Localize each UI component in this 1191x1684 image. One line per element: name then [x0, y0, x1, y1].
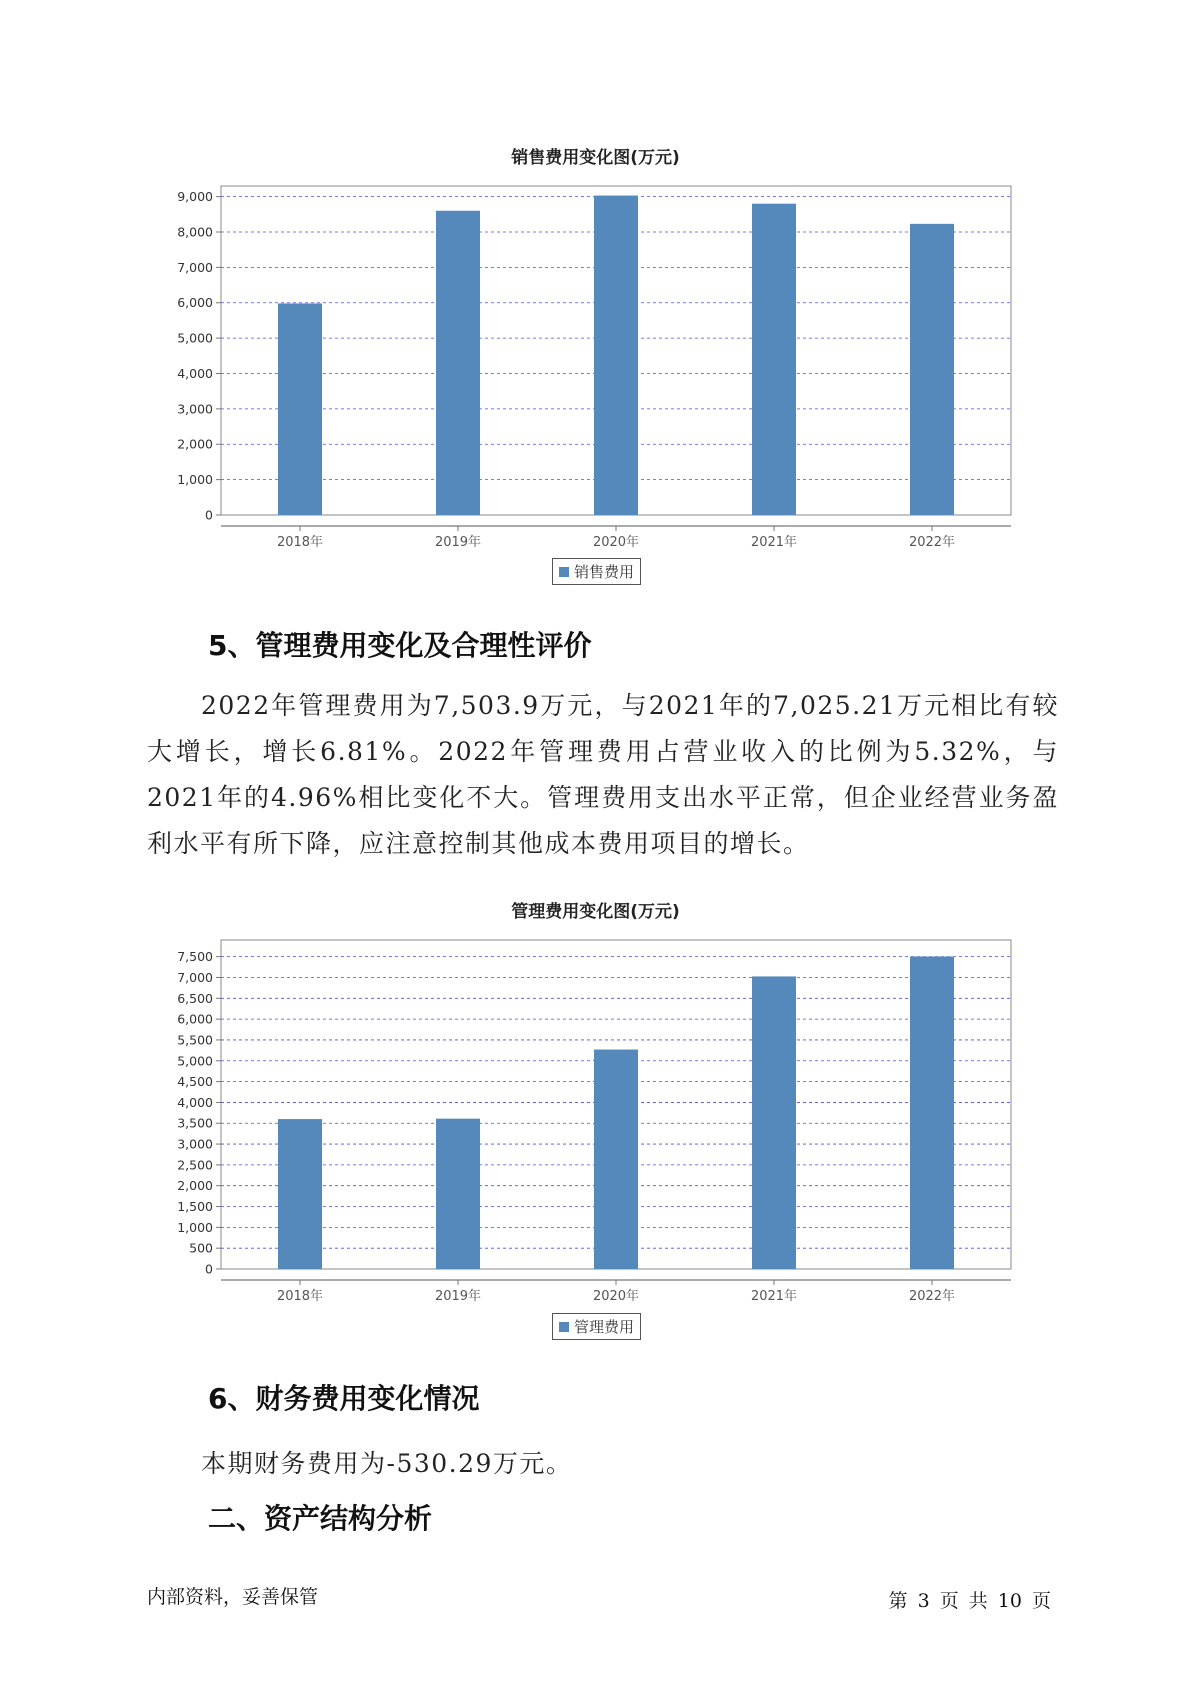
y-tick-label: 1,000: [177, 1219, 213, 1235]
y-tick-label: 8,000: [177, 224, 213, 240]
y-tick-label: 9,000: [177, 189, 213, 205]
y-tick-label: 4,500: [177, 1074, 213, 1090]
chart1-legend-label: 销售费用: [574, 563, 635, 581]
legend-swatch: [559, 1322, 569, 1332]
chart2-legend-label: 管理费用: [574, 1318, 635, 1336]
y-tick-label: 5,000: [177, 1053, 213, 1069]
y-tick-label: 2,000: [177, 1178, 213, 1194]
x-tick-label: 2021年: [750, 535, 798, 550]
y-tick-label: 500: [189, 1240, 213, 1256]
y-tick-label: 6,500: [177, 990, 213, 1006]
y-tick-label: 7,000: [177, 969, 213, 985]
chart1-title: 销售费用变化图(万元): [511, 148, 680, 168]
y-tick-label: 0: [205, 507, 213, 523]
x-tick-label: 2020年: [592, 535, 640, 550]
y-tick-label: 7,500: [177, 949, 213, 965]
x-tick-label: 2019年: [434, 535, 482, 550]
y-tick-label: 3,000: [177, 1136, 213, 1152]
x-tick-label: 2020年: [592, 1289, 640, 1304]
y-tick-label: 2,000: [177, 436, 213, 452]
section6-line: 本期财务费用为-530.29万元。: [201, 1449, 573, 1478]
y-tick-label: 4,000: [177, 365, 213, 381]
y-tick-label: 4,000: [177, 1094, 213, 1110]
y-tick-label: 1,500: [177, 1199, 213, 1215]
y-tick-label: 6,000: [177, 1011, 213, 1027]
bar: [594, 1050, 638, 1269]
chart2-title: 管理费用变化图(万元): [511, 902, 680, 922]
y-tick-label: 5,000: [177, 330, 213, 346]
footer-page-number: 第 3 页 共 10 页: [888, 1590, 1051, 1612]
section5-heading: 5、管理费用变化及合理性评价: [208, 629, 592, 662]
y-tick-label: 1,000: [177, 472, 213, 488]
y-tick-label: 5,500: [177, 1032, 213, 1048]
y-tick-label: 7,000: [177, 259, 213, 275]
x-tick-label: 2019年: [434, 1289, 482, 1304]
bar: [278, 1119, 322, 1269]
x-tick-label: 2018年: [276, 535, 324, 550]
y-tick-label: 6,000: [177, 295, 213, 311]
bar: [910, 956, 954, 1269]
y-tick-label: 3,000: [177, 401, 213, 417]
y-tick-label: 0: [205, 1261, 213, 1277]
x-tick-label: 2018年: [276, 1289, 324, 1304]
bar: [752, 976, 796, 1269]
bar: [436, 1119, 480, 1269]
chart2-legend: [552, 1313, 641, 1340]
section2-heading: 二、资产结构分析: [208, 1502, 433, 1535]
x-tick-label: 2022年: [908, 535, 956, 550]
section6-heading: 6、财务费用变化情况: [208, 1382, 480, 1415]
x-tick-label: 2021年: [750, 1289, 798, 1304]
section5-paragraph: 2022年管理费用为7,503.9万元，与2021年的7,025.21万元相比有较大增长，增长6.81%。2022年管理费用占营业收入的比例为5.32%，与2021年的4.96%相比变化不大。管理费用支出水平正常，但企业经营业务盈利水平有所下降，应注意控制其他成本费用项目的增长。: [147, 691, 1059, 858]
y-tick-label: 2,500: [177, 1157, 213, 1173]
y-tick-label: 3,500: [177, 1115, 213, 1131]
x-tick-label: 2022年: [908, 1289, 956, 1304]
footer-confidential: 内部资料，妥善保管: [147, 1586, 319, 1608]
